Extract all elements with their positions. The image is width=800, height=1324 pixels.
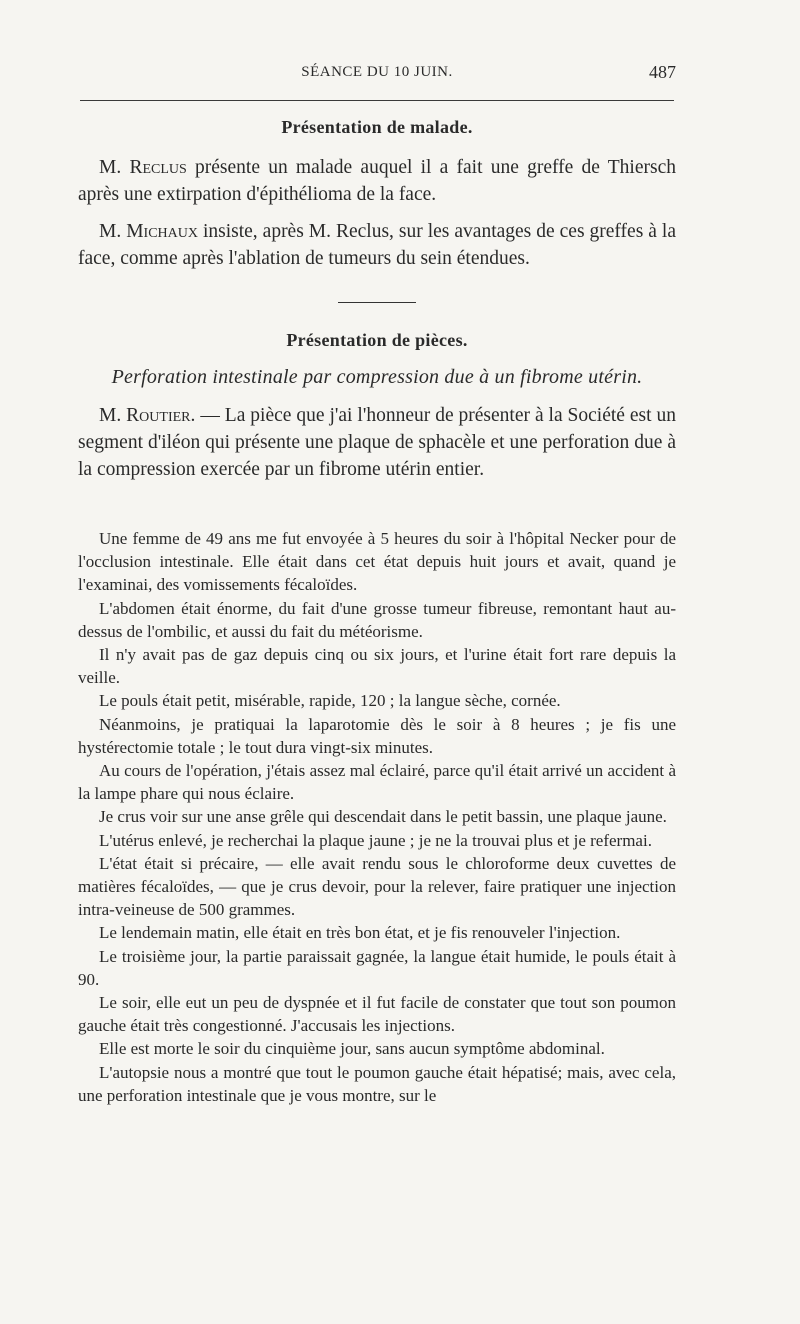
case-paragraph: Le lendemain matin, elle était en très bon état, et je fis renouveler l'injection. (99, 923, 621, 943)
author-name: Michaux (126, 221, 198, 242)
paragraph-text: insiste, après M. Reclus, sur les avantages de ces greffes à la face, comme après l'ablation de tumeurs du sein étendues. (78, 221, 676, 269)
case-paragraph: Le soir, elle eut un peu de dyspnée et il fut facile de constater que tout son poumon gauche était très congestionné. J'accusais les injections. (78, 993, 676, 1036)
case-paragraph: Le pouls était petit, misérable, rapide, 120 ; la langue sèche, cornée. (99, 691, 561, 711)
paragraph-reclus: M. Reclus présente un malade auquel il a fait une greffe de Thiersch après une extirpation d'épithélioma de la face. (78, 157, 676, 205)
case-report (78, 527, 676, 1107)
case-paragraph: L'abdomen était énorme, du fait d'une grosse tumeur fibreuse, remontant haut au-dessus de l'ombilic, et aussi du fait du météorisme. (78, 598, 676, 641)
running-header (78, 64, 676, 88)
header-rule (80, 100, 674, 101)
section-separator (338, 302, 416, 303)
case-paragraph: L'autopsie nous a montré que tout le poumon gauche était hépatisé; mais, avec cela, une perforation intestinale que je vous montre, sur le (78, 1062, 676, 1105)
author-name: Reclus (129, 157, 187, 178)
paragraph-text: . — La pièce que j'ai l'honneur de présenter à la Société est un segment d'iléon qui présente une plaque de sphacèle et une perforation due à la compression exercée par un fibrome utérin entier. (78, 405, 677, 480)
case-paragraph: Néanmoins, je pratiquai la laparotomie dès le soir à 8 heures ; je fis une hystérectomie totale ; le tout dura vingt-six minutes. (78, 714, 676, 757)
case-paragraph: L'utérus enlevé, je recherchai la plaque jaune ; je ne la trouvai plus et je refermai. (99, 830, 652, 850)
article-subtitle: Perforation intestinale par compression due à un fibrome utérin. (111, 366, 643, 388)
header-title: SÉANCE DU 10 JUIN. (301, 64, 453, 80)
section-title-presentation-malade: Présentation de malade. (281, 117, 473, 137)
paragraph-text: présente un malade auquel il a fait une greffe de Thiersch après une extirpation d'épithélioma de la face. (78, 157, 676, 205)
case-paragraph: Une femme de 49 ans me fut envoyée à 5 heures du soir à l'hôpital Necker pour de l'occlusion intestinale. Elle était dans cet état depuis huit jours et avait, quand je l'examinai, des vomissements fécaloïdes. (78, 529, 676, 595)
case-paragraph: Je crus voir sur une anse grêle qui descendait dans le petit bassin, une plaque jaune. (99, 807, 667, 827)
page-number: 487 (649, 62, 676, 82)
section-title-presentation-pieces: Présentation de pièces. (286, 330, 468, 350)
paragraph-michaux: M. Michaux insiste, après M. Reclus, sur les avantages de ces greffes à la face, comme après l'ablation de tumeurs du sein étendues. (78, 221, 676, 269)
case-paragraph: Il n'y avait pas de gaz depuis cinq ou six jours, et l'urine était fort rare depuis la veille. (78, 645, 676, 688)
paragraph-routier: M. Routier. — La pièce que j'ai l'honneur de présenter à la Société est un segment d'iléon qui présente une plaque de sphacèle et une perforation due à la compression exercée par un fibrome utérin entier. (78, 405, 677, 480)
author-name: Routier (126, 405, 191, 426)
case-paragraph: Elle est morte le soir du cinquième jour, sans aucun symptôme abdominal. (99, 1039, 605, 1059)
case-paragraph: Au cours de l'opération, j'étais assez mal éclairé, parce qu'il était arrivé un accident à la lampe phare qui nous éclaire. (78, 761, 676, 804)
case-paragraph: L'état était si précaire, — elle avait rendu sous le chloroforme deux cuvettes de matières fécaloïdes, — que je crus devoir, pour la relever, faire pratiquer une injection intra-veineuse de 500 grammes. (78, 853, 676, 920)
case-paragraph: Le troisième jour, la partie paraissait gagnée, la langue était humide, le pouls était à 90. (78, 946, 676, 989)
